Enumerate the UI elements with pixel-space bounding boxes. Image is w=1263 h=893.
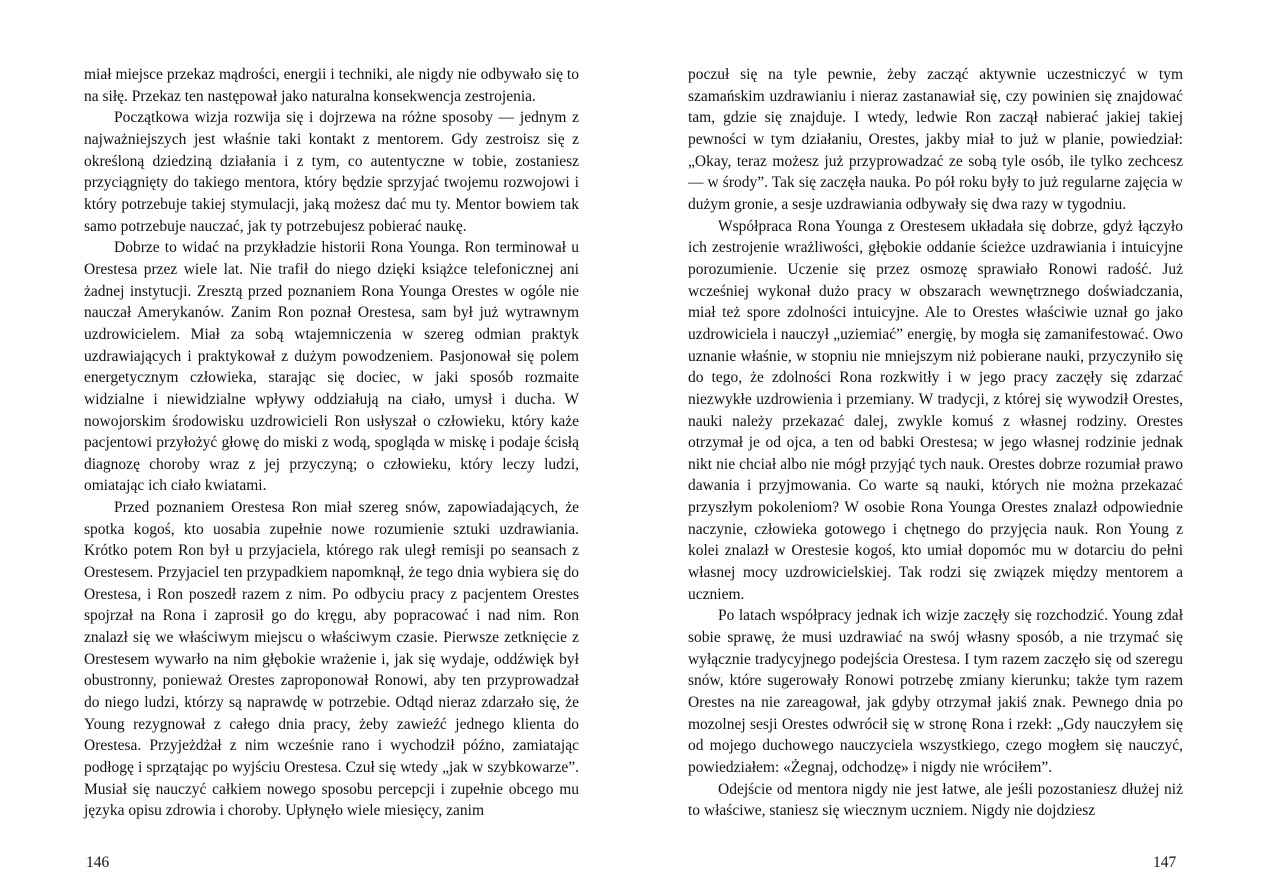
paragraph: Odejście od mentora nigdy nie jest łatwe, ale jeśli pozostaniesz dłużej niż to właściwe, staniesz się wiecznym uczniem. Nigdy nie dojdziesz — [688, 780, 1183, 820]
right-page-text — [688, 64, 1183, 822]
page-number: 147 — [1153, 854, 1177, 871]
paragraph: Początkowa wizja rozwija się i dojrzewa na różne sposoby — jednym z najważniejszych jest właśnie taki kontakt z mentorem. Gdy zestroisz się z określoną dziedziną działania i z tym, co autentyczne w tobie, zostaniesz przyciągnięty do takiego mentora, który będzie sprzyjać twojemu rozwojowi i który potrzebuje takiej stymulacji, jaką możesz dać mu ty. Mentor bowiem tak samo potrzebuje nauczać, jak ty potrzebujesz pobierać naukę. — [84, 109, 579, 235]
right-page — [632, 0, 1263, 893]
paragraph: Dobrze to widać na przykładzie historii Rona Younga. Ron terminował u Orestesa przez wiele lat. Nie trafił do niego dzięki książce telefonicznej ani żadnej instytucji. Zresztą przed poznaniem Rona Younga Orestes w ogóle nie nauczał Amerykanów. Zanim Ron poznał Orestesa, sam był już wytrawnym uzdrowicielem. Miał za sobą wtajemniczenia w szereg odmian praktyk uzdrawiających i praktykował z dużym powodzeniem. Pasjonował się polem energetycznym człowieka, starając się dociec, w jaki sposób rozmaite widzialne i niewidzialne wpływy oddziałują na ciało, umysł i ducha. W nowojorskim środowisku uzdrowicieli Ron usłyszał o człowieku, który każe pacjentowi przyłożyć głowę do miski z wodą, spogląda w miskę i podaje ścisłą diagnozę choroby wraz z jej przyczyną; o człowieku, który leczy ludzi, omiatając ich ciało kwiatami. — [84, 239, 579, 495]
paragraph: poczuł się na tyle pewnie, żeby zacząć aktywnie uczestniczyć w tym szamańskim uzdrawianiu i nieraz zastanawiał się, czy powinien się znajdować tam, gdzie się znajduje. I wtedy, ledwie Ron zaczął nabierać jakiej takiej pewności w tym działaniu, Orestes, jakby miał to już w planie, powiedział: „Okay, teraz możesz już przyprowadzać ze sobą tyle osób, ile tylko zechcesz — w środy”. Tak się zaczęła nauka. Po pół roku były to już regularne zajęcia w dużym gronie, a sesje uzdrawiania odbywały się dwa razy w tygodniu. — [688, 66, 1183, 213]
page-number: 146 — [86, 854, 110, 871]
left-page-text — [84, 64, 579, 822]
left-page — [0, 0, 631, 893]
paragraph: Współpraca Rona Younga z Orestesem układała się dobrze, gdyż łączyło ich zestrojenie wrażliwości, głębokie oddanie ścieżce uzdrawiania i intuicyjne porozumienie. Uczenie się przez osmozę sprawiało Ronowi radość. Już wcześniej wykonał dużo pracy w obszarach wewnętrznego doświadczania, miał też spore zdolności intuicyjne. Ale to Orestes właściwie uznał go jako uzdrowiciela i nauczył „uziemiać” energię, by mogła się zamanifestować. Owo uznanie właśnie, w stopniu nie mniejszym niż pobierane nauki, przyczyniło się do tego, że zdolności Rona rozkwitły i w jego pracy zaczęły się zdarzać niezwykłe uzdrowienia i przemiany. W tradycji, z której się wywodził Orestes, nauki należy przekazać dalej, zwykle komuś z własnej rodziny. Orestes otrzymał je od ojca, a ten od babki Orestesa; w jego własnej rodzinie jednak nikt nie chciał albo nie mógł przyjąć tych nauk. Orestes dobrze rozumiał prawo dawania i przyjmowania. Co warte są nauki, których nie można przekazać przyszłym pokoleniom? W osobie Rona Younga Orestes znalazł odpowiednie naczynie, człowieka gotowego i chętnego do przyjęcia nauk. Ron Young z kolei znalazł w Orestesie kogoś, kto umiał dopomóc mu w dotarciu do pełni własnej mocy uzdrowicielskiej. Tak rodzi się związek między mentorem a uczniem. — [688, 217, 1183, 603]
paragraph: Po latach współpracy jednak ich wizje zaczęły się rozchodzić. Young zdał sobie sprawę, że musi uzdrawiać na swój własny sposób, a nie trzymać się wyłącznie tradycyjnego podejścia Orestesa. I tym razem zaczęło się od szeregu snów, które sugerowały Ronowi potrzebę zmiany kierunku; także tym razem Orestes na nie zareagował, jak gdyby otrzymał jakiś znak. Pewnego dnia po mozolnej sesji Orestes odwrócił się w stronę Rona i rzekł: „Gdy nauczyłem się od mojego duchowego nauczyciela wszystkiego, czego mogłem się nauczyć, powiedziałem: «Żegnaj, odchodzę» i nigdy nie wróciłem”. — [688, 607, 1183, 776]
paragraph: miał miejsce przekaz mądrości, energii i techniki, ale nigdy nie odbywało się to na siłę. Przekaz ten następował jako naturalna konsekwencja zestrojenia. — [84, 66, 579, 105]
paragraph: Przed poznaniem Orestesa Ron miał szereg snów, zapowiadających, że spotka kogoś, kto uosabia zupełnie nowe rozumienie sztuki uzdrawiania. Krótko potem Ron był u przyjaciela, którego rak uległ remisji po seansach z Orestesem. Przyjaciel ten przypadkiem napomknął, że tego dnia wybiera się do Orestesa, i Ron poszedł razem z nim. Po odbyciu pracy z pacjentem Orestes spojrzał na Rona i zaprosił go do kręgu, aby popracować i nad nim. Ron znalazł się we właściwym miejscu o właściwym czasie. Pierwsze zetknięcie z Orestesem wywarło na nim głębokie wrażenie i, jak się wydaje, oddźwięk był obustronny, ponieważ Orestes zaproponował Ronowi, aby ten przyprowadzał do niego ludzi, którzy są naprawdę w potrzebie. Odtąd nieraz zdarzało się, że Young rezygnował z całego dnia pracy, żeby zawieźć jednego klienta do Orestesa. Przyjeżdżał z nim wcześnie rano i wychodził późno, zamiatając podłogę i sprzątając po wyjściu Orestesa. Czuł się wtedy „jak w szybkowarze”. Musiał się nauczyć całkiem nowego sposobu percepcji i zupełnie obcego mu języka opisu zdrowia i choroby. Upłynęło wiele miesięcy, zanim — [84, 499, 579, 820]
